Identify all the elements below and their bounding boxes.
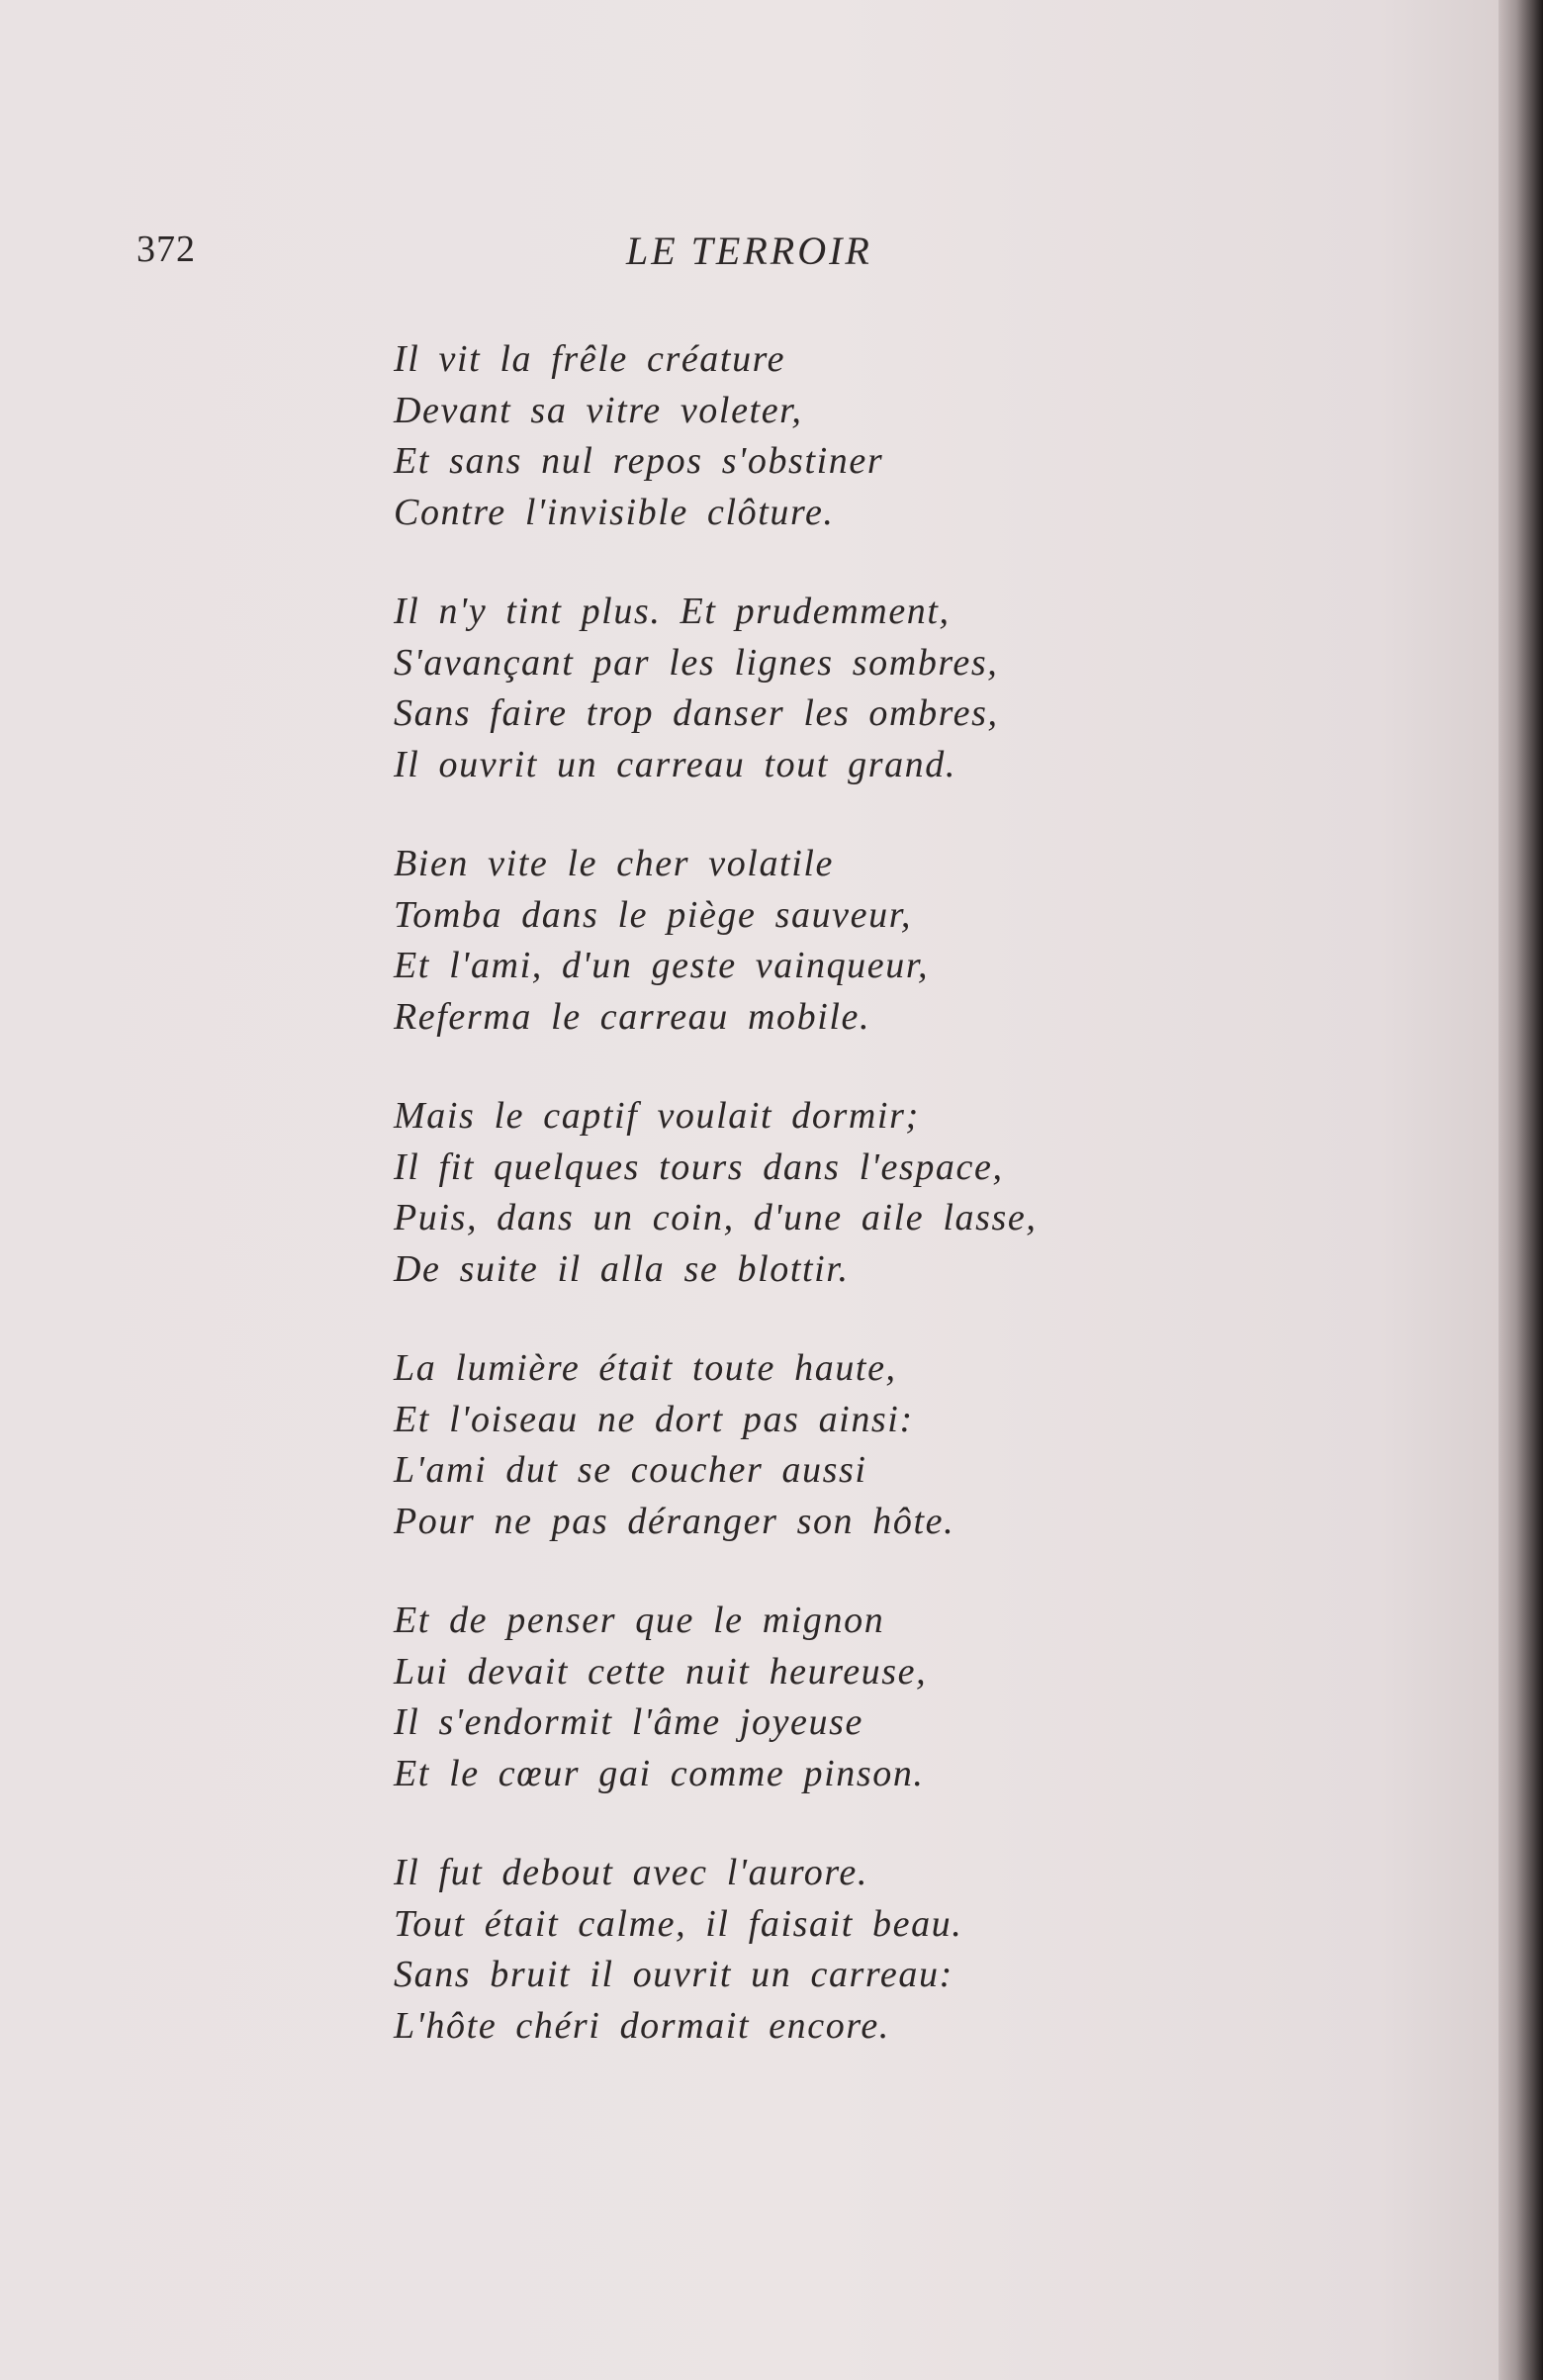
- verse-line: La lumière était toute haute,: [394, 1347, 897, 1389]
- verse-line: Referma le carreau mobile.: [394, 995, 871, 1038]
- page-number: 372: [136, 229, 196, 270]
- verse-line: Il s'endormit l'âme joyeuse: [394, 1701, 863, 1743]
- stanza-4: [394, 1091, 1145, 1295]
- stanza-7: [394, 1848, 1145, 2052]
- verse-line: Pour ne pas déranger son hôte.: [394, 1500, 955, 1542]
- verse-line: Sans faire trop danser les ombres,: [394, 692, 999, 734]
- verse-line: Il n'y tint plus. Et prudemment,: [394, 591, 951, 632]
- verse-line: Il vit la frêle créature: [394, 338, 786, 380]
- verse-line: Tomba dans le piège sauveur,: [394, 893, 912, 936]
- verse-line: Et le cœur gai comme pinson.: [394, 1752, 925, 1794]
- verse-line: Lui devait cette nuit heureuse,: [394, 1650, 928, 1693]
- book-spine-edge: [1498, 0, 1543, 2380]
- verse-line: Devant sa vitre voleter,: [394, 389, 803, 431]
- verse-line: Et de penser que le mignon: [394, 1600, 885, 1641]
- stanza-1: [394, 334, 1145, 538]
- running-title: LE TERROIR: [626, 229, 872, 273]
- verse-line: De suite il alla se blottir.: [394, 1247, 850, 1290]
- verse-line: Bien vite le cher volatile: [394, 843, 834, 884]
- verse-line: Et l'ami, d'un geste vainqueur,: [394, 945, 930, 986]
- stanza-6: [394, 1596, 1145, 1799]
- verse-line: Sans bruit il ouvrit un carreau:: [394, 1954, 953, 1995]
- verse-line: Tout était calme, il faisait beau.: [394, 1902, 963, 1945]
- verse-line: Et sans nul repos s'obstiner: [394, 440, 884, 482]
- verse-line: Contre l'invisible clôture.: [394, 491, 835, 533]
- verse-line: Puis, dans un coin, d'une aile lasse,: [394, 1197, 1038, 1238]
- verse-line: Il fut debout avec l'aurore.: [394, 1852, 868, 1893]
- verse-line: Mais le captif voulait dormir;: [394, 1095, 920, 1137]
- verse-line: L'hôte chéri dormait encore.: [394, 2004, 890, 2047]
- verse-line: L'ami dut se coucher aussi: [394, 1449, 867, 1491]
- stanza-3: [394, 839, 1145, 1043]
- verse-line: Il fit quelques tours dans l'espace,: [394, 1145, 1004, 1188]
- verse-line: Il ouvrit un carreau tout grand.: [394, 743, 956, 785]
- stanza-2: [394, 587, 1145, 790]
- stanza-5: [394, 1343, 1145, 1547]
- verse-line: S'avançant par les lignes sombres,: [394, 641, 999, 684]
- poem: [394, 334, 1145, 2100]
- verse-line: Et l'oiseau ne dort pas ainsi:: [394, 1398, 914, 1440]
- page-header: [136, 228, 1225, 287]
